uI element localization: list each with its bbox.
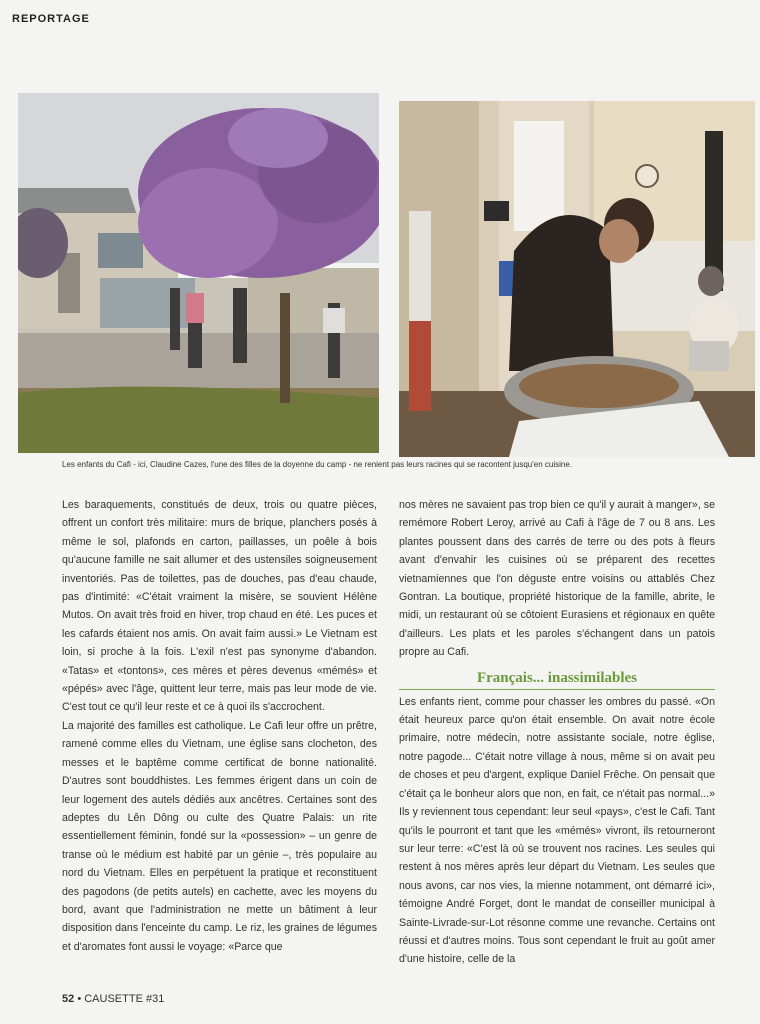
subheading-rule	[399, 689, 715, 690]
section-subheading: Français... inassimilables	[476, 669, 637, 686]
photo-tree-camp	[18, 93, 379, 453]
article-right-column	[399, 496, 715, 969]
photo-tree-camp-image	[18, 93, 379, 453]
article-paragraph: La majorité des familles est catholique. Le Cafi leur offre un prêtre, ramené comme elles du Vietnam, une église sans clocheton, des messes et le baptême comme certificat de bonne nationalité. D'autres sont bouddhistes. Les femmes érigent dans un coin de leur logement des autels dédiés aux ancêtres. Certaines sont des adeptes du Lên Dông ou culte des Quatre Palais: un rite essentiellement féminin, fondé sur la «possession» – un genre de transe où le médium est habité par un génie –, très populaire au nord du Vietnam. Elles en perpétuent la pratique et reconstituent des pagodons (de petits autels) en cachette, avec les moyens du bord, avant que l'administration ne mette un bâtiment à leur disposition dans l'enceinte du camp. Le riz, les graines de légumes et d'aromates font aussi le voyage: «Parce que	[62, 719, 377, 953]
page-number: 52	[62, 993, 75, 1005]
article-paragraph: Les baraquements, constitués de deux, trois ou quatre pièces, offrent un confort très militaire: murs de brique, planchers posés à même le sol, plafonds en carton, paillasses, un poêle à bois qu'aucune famille ne sait allumer et des ustensiles soigneusement inventoriés. Pas de toilettes, pas de douches, pas d'eau chaude, pas d'intimité: «C'était vraiment la misère, se souvient Hélène Mutos. On avait très froid en hiver, trop chaud en été. Les puces et les cafards étaient nos amis. On avait faim aussi.» Le Vietnam est loin, si proche à la fois. L'exil n'est pas synonyme d'abandon. «Tatas» et «tontons», ces mères et pères devenus «mémés» et «pépés» avec l'âge, quittent leur terre, mais pas leur mode de vie. C'est tout ce qu'il leur reste et ce à quoi ils s'accrochent.	[62, 499, 377, 714]
photo-caption: Les enfants du Cafi - ici, Claudine Cazes, l'une des filles de la doyenne du camp - ne renient pas leurs racines qui se racontent jusqu'en cuisine.	[62, 460, 573, 469]
magazine-issue: CAUSETTE #31	[84, 993, 165, 1005]
photo-kitchen	[399, 101, 755, 457]
photo-kitchen-image	[399, 101, 755, 457]
article-paragraph: Les enfants rient, comme pour chasser les ombres du passé. «On était heureux parce qu'on était ensemble. On avait notre école primaire, notre médecin, notre assistante sociale, notre église, notre pagode... C'était notre village à nous, même si on avait peu de choses et peu d'argent, explique Daniel Frêche. On pensait que c'était ça le bonheur alors que non, en fait, ce n'était pas normal...» Ils y reviennent tous cependant: leur seul «pays», c'est le Cafi. Tant qu'ils le pourront et tant que les «mémés» vivront, ils retourneront sur leur terre: «C'est là où se trouvent nos racines. Les seules qui restent à nos mères après leur départ du Vietnam. Les seules que nous avons, car nos vies, la mienne notamment, ont démarré ici», témoigne André Forget, dont le mandat de conseiller municipal à Sainte-Livrade-sur-Lot résonne comme une revanche. Certains ont réussi et d'autres moins. Tous sont cependant le fruit au goût amer d'une histoire, celle de la	[399, 695, 715, 966]
article-left-column	[62, 496, 377, 956]
footer-separator: •	[77, 993, 82, 1005]
section-label: REPORTAGE	[12, 13, 90, 25]
page-footer	[62, 993, 164, 1005]
article-paragraph: nos mères ne savaient pas trop bien ce qu'il y aurait à manger», se remémore Robert Leroy, arrivé au Cafi à l'âge de 7 ou 8 ans. Les plantes poussent dans des carrés de terre ou des pots à fleurs avant d'envahir les cuisines où se préparent des recettes vietnamiennes que l'on déguste entre voisins ou attablés Chez Gontran. La boutique, propriété historique de la famille, abrite, le midi, un restaurant où se côtoient Eurasiens et régionaux en quête d'ailleurs. Les plats et les paroles s'échangent dans un patois propre au Cafi.	[399, 499, 715, 659]
